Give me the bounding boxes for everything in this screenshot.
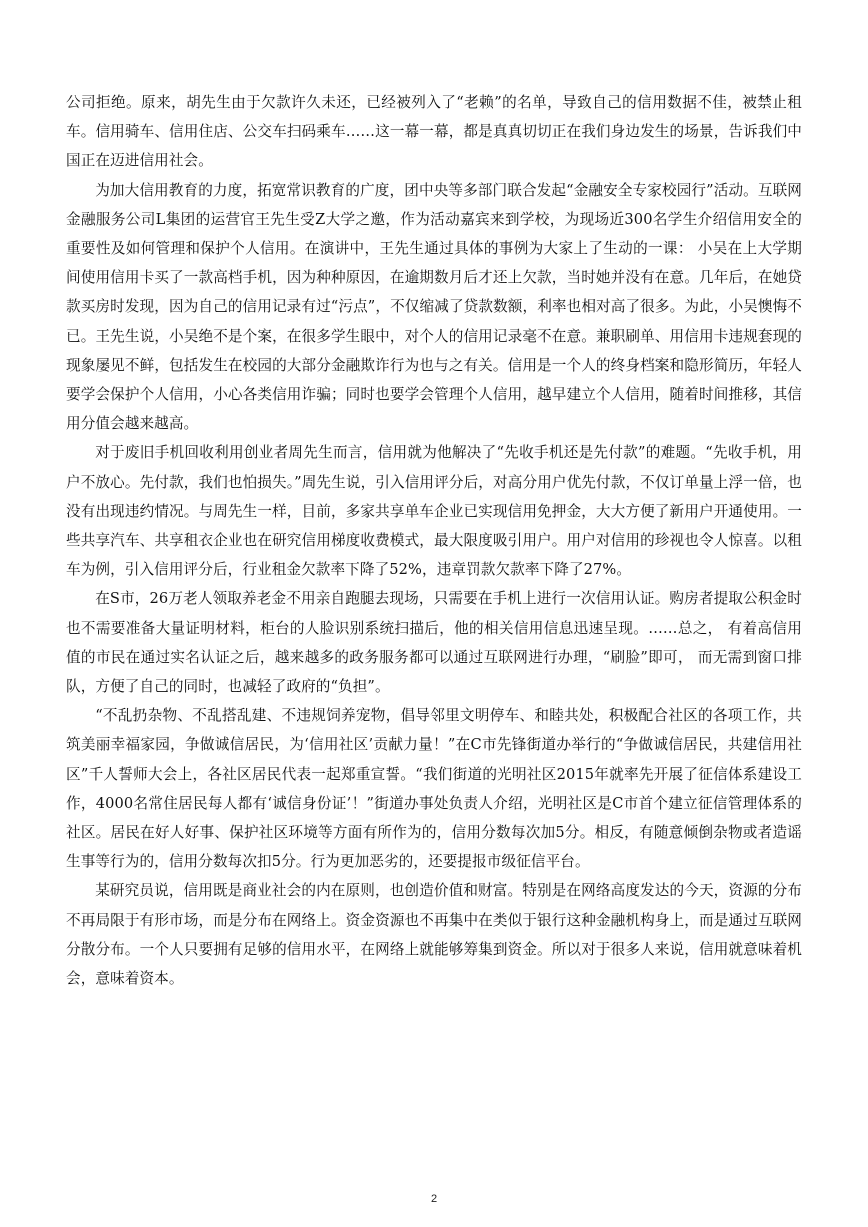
document-body [66,88,802,993]
paragraph-credit-education: 为加大信用教育的力度，拓宽常识教育的广度，团中央等多部门联合发起“金融安全专家校园行”活动。互联网金融服务公司L集团的运营官王先生受Z大学之邀，作为活动嘉宾来到学校，为现场近300名学生介绍信用安全的重要性及如何管理和保护个人信用。在演讲中，王先生通过具体的事例为大家上了生动的一课： 小吴在上大学期间使用信用卡买了一款高档手机，因为种种原因，在逾期数月后才还上欠款，当时她并没有在意。几年后，在她贷款买房时发现，因为自己的信用记录有过“污点”，不仅缩减了贷款数额，利率也相对高了很多。为此，小吴懊悔不已。王先生说，小吴绝不是个案，在很多学生眼中，对个人的信用记录毫不在意。兼职刷单、用信用卡违规套现的现象屡见不鲜，包括发生在校园的大部分金融欺诈行为也与之有关。信用是一个人的终身档案和隐形简历，年轻人要学会保护个人信用，小心各类信用诈骗；同时也要学会管理个人信用，越早建立个人信用，随着时间推移，其信用分值会越来越高。 [66,181,802,433]
paragraph-researcher-view: 某研究员说，信用既是商业社会的内在原则，也创造价值和财富。特别是在网络高度发达的今天，资源的分布不再局限于有形市场，而是分布在网络上。资金资源也不再集中在类似于银行这种金融机构身上，而是通过互联网分散分布。一个人只要拥有足够的信用水平，在网络上就能够筹集到资金。所以对于很多人来说，信用就意味着机会，意味着资本。 [66,882,802,988]
paragraph-phone-recycling: 对于废旧手机回收利用创业者周先生而言，信用就为他解决了“先收手机还是先付款”的难题。“先收手机，用户不放心。先付款，我们也怕损失。”周先生说，引入信用评分后，对高分用户优先付款，不仅订单量上浮一倍，也没有出现违约情况。与周先生一样，目前，多家共享单车企业已实现信用免押金，大大方便了新用户开通使用。一些共享汽车、共享租衣企业也在研究信用梯度收费模式，最大限度吸引用户。用户对信用的珍视也令人惊喜。以租车为例，引入信用评分后，行业租金欠款率下降了52%，违章罚款欠款率下降了27%。 [66,444,802,579]
paragraph-credit-community: “不乱扔杂物、不乱搭乱建、不违规饲养宠物，倡导邻里文明停车、和睦共处，积极配合社区的各项工作，共筑美丽幸福家园，争做诚信居民，为‘信用社区’贡献力量！”在C市先锋街道办举行的“争做诚信居民，共建信用社区”千人誓师大会上，各社区居民代表一起郑重宣誓。“我们街道的光明社区2015年就率先开展了征信体系建设工作，4000名常住居民每人都有‘诚信身份证’！”街道办事处负责人介绍，光明社区是C市首个建立征信管理体系的社区。居民在好人好事、保护社区环境等方面有所作为的，信用分数每次加5分。相反，有随意倾倒杂物或者造谣生事等行为的，信用分数每次扣5分。行为更加恶劣的，还要提报市级征信平台。 [66,707,802,871]
paragraph-government-services: 在S市，26万老人领取养老金不用亲自跑腿去现场，只需要在手机上进行一次信用认证。购房者提取公积金时也不需要准备大量证明材料，柜台的人脸识别系统扫描后，他的相关信用信息迅速呈现。……总之， 有着高信用值的市民在通过实名认证之后，越来越多的政务服务都可以通过互联网进行办理，“刷脸”即可， 而无需到窗口排队，方便了自己的同时，也减轻了政府的“负担”。 [66,590,802,696]
page-number: 2 [430,1193,438,1205]
paragraph-continuation: 公司拒绝。原来，胡先生由于欠款许久未还，已经被列入了“老赖”的名单，导致自己的信用数据不佳，被禁止租车。信用骑车、信用住店、公交车扫码乘车……这一幕一幕，都是真真切切正在我们身边发生的场景，告诉我们中国正在迈进信用社会。 [66,94,802,170]
